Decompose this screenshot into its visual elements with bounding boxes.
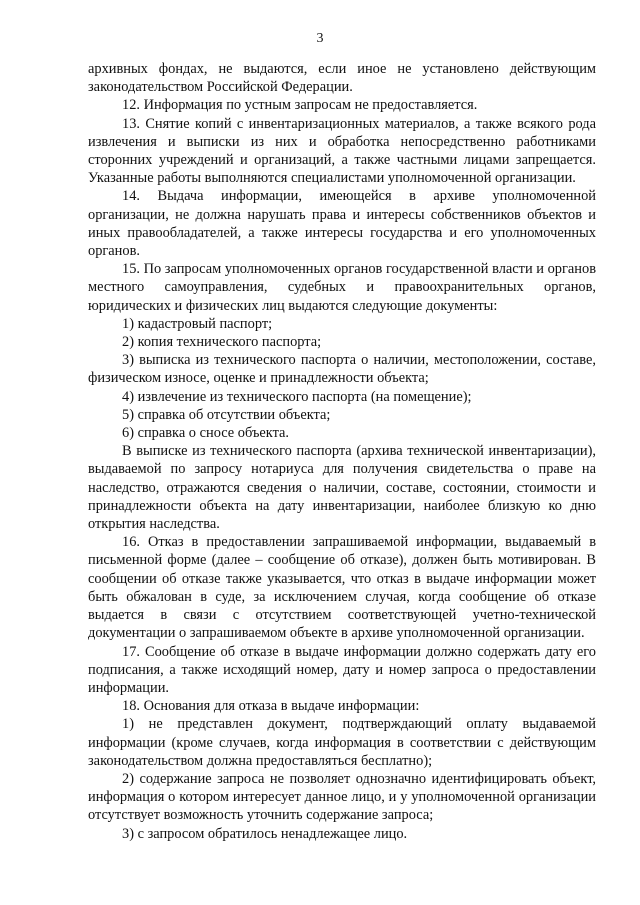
paragraph-continuation: архивных фондах, не выдаются, если иное не установлено действующим законодательством Российской Федерации. bbox=[88, 61, 596, 96]
paragraph-15: 15. По запросам уполномоченных органов государственной власти и органов местного самоуправления, судебных и правоохранительных органов, юридических и физических лиц выдаются следующие документы: bbox=[88, 261, 596, 314]
paragraph-13: 13. Снятие копий с инвентаризационных материалов, а также всякого рода извлечения и выписки из них и обработка непосредственно работниками сторонних учреждений и организаций, а также частными лицами запрещается. Указанные работы выполняются специалистами уполномоченной организации. bbox=[88, 115, 596, 187]
paragraph-17: 17. Сообщение об отказе в выдаче информации должно содержать дату его подписания, а также исходящий номер, дату и номер запроса о предоставлении информации. bbox=[88, 643, 596, 696]
list-item-1: 1) кадастровый паспорт; bbox=[122, 315, 273, 332]
list-item-2: 2) копия технического паспорта; bbox=[122, 334, 322, 351]
list-item-5: 5) справка об отсутствии объекта; bbox=[122, 406, 331, 423]
list-item-3: 3) выписка из технического паспорта о наличии, местоположении, составе, физическом износе, оценке и принадлежности объекта; bbox=[88, 352, 596, 387]
paragraph-12: 12. Информация по устным запросам не предоставляется. bbox=[122, 97, 478, 114]
refusal-reason-3: 3) с запросом обратилось ненадлежащее лицо. bbox=[122, 825, 408, 842]
page-number: 3 bbox=[316, 31, 324, 46]
list-item-4: 4) извлечение из технического паспорта (на помещение); bbox=[122, 388, 472, 405]
refusal-reason-2: 2) содержание запроса не позволяет однозначно идентифицировать объект, информация о котором интересует данное лицо, и у уполномоченной организации отсутствует возможность уточнить содержание запроса; bbox=[88, 770, 596, 824]
paragraph-16: 16. Отказ в предоставлении запрашиваемой информации, выдаваемый в письменной форме (далее – сообщение об отказе), должен быть мотивирован. В сообщении об отказе также указывается, что отказ в выдаче информации может быть обжалован в суде, за исключением случая, когда сообщение об отказе выдается в связи с отсутствием соответствующей учетно-технической документации о запрашиваемом объекте в архиве уполномоченной организации. bbox=[88, 534, 596, 642]
refusal-reason-1: 1) не представлен документ, подтверждающий оплату выдаваемой информации (кроме случаев, когда информация в соответствии с действующим законодательством должна предоставляться бесплатно); bbox=[88, 716, 596, 769]
paragraph-inheritance-extract: В выписке из технического паспорта (архива технической инвентаризации), выдаваемой по запросу нотариуса для получения свидетельства о праве на наследство, отражаются сведения о наличии, составе, состоянии, стоимости и принадлежности объекта на дату инвентаризации, наиболее близкую ко дню открытия наследства. bbox=[88, 443, 596, 533]
paragraph-14: 14. Выдача информации, имеющейся в архиве уполномоченной организации, не должна нарушать права и интересы собственников объектов и иных правообладателей, а также интересы государства и его уполномоченных органов. bbox=[88, 188, 596, 260]
document-body bbox=[88, 60, 596, 843]
paragraph-18: 18. Основания для отказа в выдаче информации: bbox=[122, 698, 420, 715]
list-item-6: 6) справка о сносе объекта. bbox=[122, 425, 290, 442]
